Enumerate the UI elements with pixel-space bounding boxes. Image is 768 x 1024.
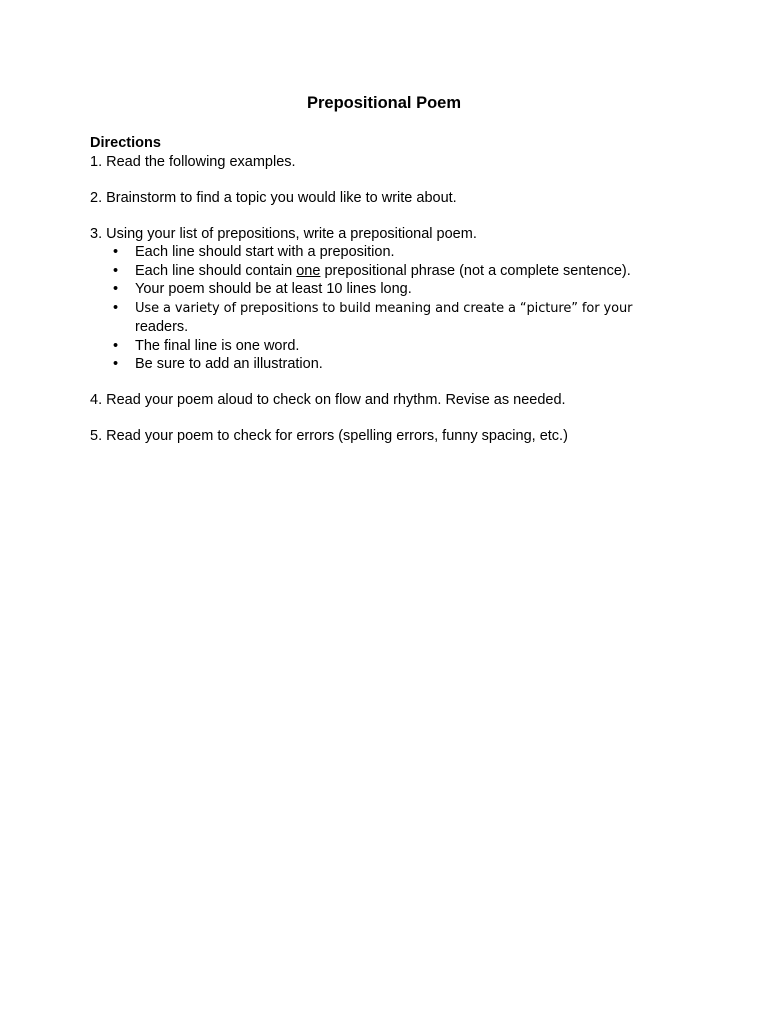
- bullet-text-continued: readers.: [135, 319, 189, 335]
- emphasized-word: one: [296, 262, 321, 279]
- bullet-item: [90, 337, 710, 356]
- spacer: [90, 374, 710, 392]
- bullet-icon: •: [113, 244, 119, 260]
- step-3: 3. Using your list of prepositions, write a prepositional poem.: [90, 225, 477, 242]
- bullet-text: Use a variety of prepositions to build meaning and create a “picture” for your: [135, 300, 633, 316]
- bullet-item: [90, 280, 710, 299]
- bullet-item: [90, 262, 710, 281]
- bullet-icon: •: [113, 337, 119, 354]
- step-3-bullet-list: [90, 243, 710, 374]
- step-4: 4. Read your poem aloud to check on flow and rhythm. Revise as needed.: [90, 392, 566, 408]
- directions-content: [90, 134, 710, 446]
- bullet-text-start: Each line should contain: [135, 262, 297, 279]
- bullet-icon: •: [113, 281, 119, 297]
- spacer: [90, 410, 710, 428]
- step-1: 1. Read the following examples.: [90, 153, 296, 170]
- step-5: 5. Read your poem to check for errors (spelling errors, funny spacing, etc.): [90, 428, 568, 444]
- step-2: 2. Brainstorm to find a topic you would like to write about.: [90, 189, 457, 206]
- spacer: [90, 171, 710, 189]
- bullet-item: [90, 299, 710, 337]
- directions-heading: Directions: [90, 135, 161, 151]
- bullet-text: Each line should start with a preposition.: [135, 244, 395, 260]
- page-title: Prepositional Poem: [306, 94, 462, 112]
- bullet-text: The final line is one word.: [135, 337, 300, 354]
- bullet-text: Your poem should be at least 10 lines long.: [135, 281, 412, 297]
- bullet-text-end: prepositional phrase (not a complete sentence).: [320, 262, 631, 279]
- bullet-text: Be sure to add an illustration.: [135, 356, 323, 372]
- bullet-icon: •: [113, 262, 119, 279]
- bullet-icon: •: [113, 299, 119, 316]
- bullet-item: [90, 355, 710, 374]
- spacer: [90, 207, 710, 225]
- bullet-item: [90, 243, 710, 262]
- bullet-icon: •: [113, 356, 119, 372]
